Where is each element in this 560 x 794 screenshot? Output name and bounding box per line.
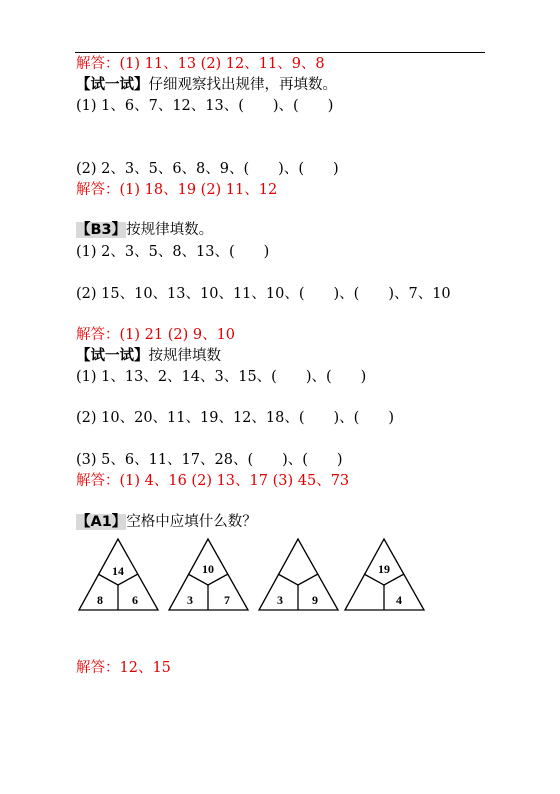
try1-tag: 【试一试】 (76, 77, 149, 93)
try2-q2: (2) 10、20、11、19、12、18、( )、( ) (76, 410, 394, 426)
answer-3: 解答：(1) 21 (2) 9、10 (76, 327, 236, 343)
b3-q1: (1) 2、3、5、8、13、( ) (76, 244, 270, 260)
b3-heading (76, 221, 213, 239)
a1-tag: 【A1】 (76, 514, 127, 530)
answer-5: 解答：12、15 (76, 660, 171, 676)
b3-q2: (2) 15、10、13、10、11、10、( )、( )、7、10 (76, 286, 451, 302)
b3-tag: 【B3】 (76, 222, 127, 238)
triangle-1-right: 6 (132, 593, 138, 607)
a1-heading (76, 513, 257, 531)
triangle-2-left: 3 (187, 593, 193, 607)
triangle-3-left: 3 (277, 593, 283, 607)
header-rule (75, 52, 485, 53)
triangle-figures (76, 537, 426, 615)
try2-heading (76, 347, 221, 365)
triangle-1-top: 14 (112, 564, 124, 578)
triangle-1-left: 8 (97, 593, 103, 607)
answer-1: 解答：(1) 11、13 (2) 12、11、9、8 (76, 56, 325, 72)
try1-q1: (1) 1、6、7、12、13、( )、( ) (76, 98, 334, 114)
a1-title: 空格中应填什么数？ (126, 514, 257, 530)
triangle-1 (79, 539, 158, 610)
triangle-3-right: 9 (312, 593, 318, 607)
try2-q3: (3) 5、6、11、17、28、( )、( ) (76, 452, 343, 468)
answer-2: 解答：(1) 18、19 (2) 11、12 (76, 182, 278, 198)
try2-title: 按规律填数 (148, 348, 221, 364)
b3-title: 按规律填数。 (126, 222, 214, 238)
triangle-2-top: 10 (202, 562, 214, 576)
triangle-4 (345, 539, 424, 610)
answer-4: 解答：(1) 4、16 (2) 13、17 (3) 45、73 (76, 473, 350, 489)
try2-tag: 【试一试】 (76, 348, 149, 364)
triangle-4-right: 4 (396, 593, 402, 607)
triangle-2-right: 7 (224, 593, 230, 607)
triangles-svg (76, 537, 426, 615)
try1-q2: (2) 2、3、5、6、8、9、( )、( ) (76, 161, 339, 177)
triangle-2 (169, 539, 248, 610)
try2-q1: (1) 1、13、2、14、3、15、( )、( ) (76, 369, 367, 385)
try1-heading (76, 76, 337, 94)
try1-title: 仔细观察找出规律，再填数。 (148, 77, 337, 93)
triangle-4-top: 19 (378, 562, 390, 576)
triangle-3 (259, 539, 338, 610)
